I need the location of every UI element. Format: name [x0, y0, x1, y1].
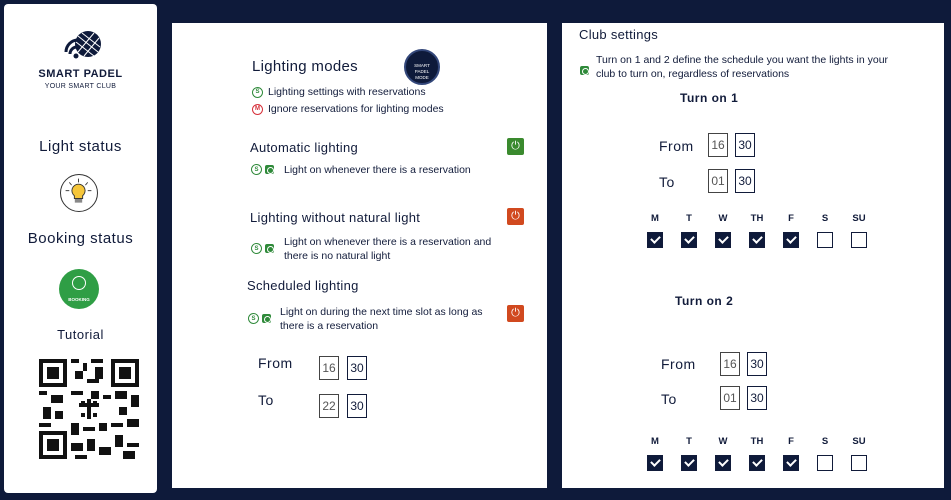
- turn2-day-checkbox-su[interactable]: [851, 455, 867, 471]
- smart-padel-mode-badge[interactable]: [404, 49, 440, 85]
- day-label: T: [686, 436, 692, 447]
- light-bulb-icon[interactable]: [60, 174, 98, 212]
- automatic-lighting-title: Automatic lighting: [250, 140, 359, 155]
- day-label: W: [718, 436, 728, 447]
- day-label: SU: [852, 213, 866, 224]
- booking-badge-label: BOOKING: [68, 297, 90, 302]
- to-label: To: [258, 392, 274, 408]
- scheduled-lighting-title: Scheduled lighting: [247, 278, 359, 293]
- turn1-to-minute-field[interactable]: 30: [735, 169, 755, 193]
- scheduled-desc-line-2: there is a reservation: [280, 320, 379, 332]
- legend-row-ignore: [252, 103, 444, 115]
- turn2-day-checkbox-f[interactable]: [783, 455, 799, 471]
- scheduled-mode-icons: [248, 313, 271, 324]
- turn2-day-checkbox-th[interactable]: [749, 455, 765, 471]
- power-square-icon: [262, 314, 271, 323]
- turn2-day-checkbox-t[interactable]: [681, 455, 697, 471]
- from-label: From: [258, 355, 293, 371]
- day-label: TH: [750, 213, 764, 224]
- turn2-to-hour-field[interactable]: 01: [720, 386, 740, 410]
- power-icon: ⏻: [511, 307, 520, 319]
- from-hour-field[interactable]: 16: [319, 356, 339, 380]
- s-mode-icon: S: [252, 87, 263, 98]
- automatic-lighting-desc: Light on whenever there is a reservation: [284, 164, 471, 176]
- club-settings-title: Club settings: [579, 27, 659, 42]
- tutorial-title: Tutorial: [57, 327, 104, 342]
- legend-row-settings: [252, 86, 426, 98]
- scheduled-lighting-power-button[interactable]: [507, 305, 524, 322]
- turn1-from-hour-field[interactable]: 16: [708, 133, 728, 157]
- turn1-day-checkbox-f[interactable]: [783, 232, 799, 248]
- day-label: SU: [852, 436, 866, 447]
- to-hour-field[interactable]: 22: [319, 394, 339, 418]
- booking-badge[interactable]: [59, 269, 99, 309]
- turn1-day-checkbox-s[interactable]: [817, 232, 833, 248]
- turn1-day-checkbox-th[interactable]: [749, 232, 765, 248]
- mode-badge-label: SMART PADEL MODE: [414, 63, 430, 80]
- turn2-from-label: From: [661, 356, 696, 372]
- day-label: F: [788, 213, 794, 224]
- day-label: M: [651, 436, 659, 447]
- power-square-icon: [580, 66, 589, 75]
- qr-code-icon[interactable]: [39, 359, 139, 459]
- sidebar: [4, 4, 157, 493]
- s-mode-icon: S: [251, 164, 262, 175]
- turn-on-2-title: Turn on 2: [675, 294, 734, 308]
- turn1-day-checkbox-w[interactable]: [715, 232, 731, 248]
- power-square-icon: [265, 165, 274, 174]
- turn1-day-checkbox-su[interactable]: [851, 232, 867, 248]
- day-label: T: [686, 213, 692, 224]
- natural-light-power-button[interactable]: [507, 208, 524, 225]
- automatic-mode-icons: [251, 164, 274, 175]
- brand-tagline: YOUR SMART CLUB: [44, 83, 117, 90]
- scheduled-desc-line-1: Light on during the next time slot as long as: [280, 306, 483, 318]
- turn2-from-hour-field[interactable]: 16: [720, 352, 740, 376]
- turn2-to-minute-field[interactable]: 30: [747, 386, 767, 410]
- s-mode-icon: S: [248, 313, 259, 324]
- turn1-day-checkboxes: [647, 232, 867, 248]
- turn1-day-labels: [645, 213, 869, 224]
- turn2-day-checkbox-w[interactable]: [715, 455, 731, 471]
- turn1-from-label: From: [659, 138, 694, 154]
- turn2-day-checkbox-s[interactable]: [817, 455, 833, 471]
- turn2-day-checkboxes: [647, 455, 867, 471]
- turn1-from-minute-field[interactable]: 30: [735, 133, 755, 157]
- legend-label: Lighting settings with reservations: [268, 86, 426, 98]
- lighting-modes-title: Lighting modes: [252, 58, 358, 75]
- turn1-to-label: To: [659, 174, 675, 190]
- m-mode-icon: M: [252, 104, 263, 115]
- day-label: W: [718, 213, 728, 224]
- automatic-lighting-power-button[interactable]: [507, 138, 524, 155]
- club-desc-line-2: club to turn on, regardless of reservations: [596, 68, 790, 80]
- legend-label: Ignore reservations for lighting modes: [268, 103, 444, 115]
- club-desc-line-1: Turn on 1 and 2 define the schedule you want the lights in your: [596, 54, 889, 66]
- brand-name: SMART PADEL: [38, 68, 123, 80]
- club-settings-desc: [596, 53, 888, 81]
- natural-light-desc-line-1: Light on whenever there is a reservation and: [284, 236, 492, 248]
- lighting-modes-panel: [172, 23, 547, 488]
- tennis-ball-icon: [72, 276, 86, 290]
- day-label: F: [788, 436, 794, 447]
- s-mode-icon: S: [251, 243, 262, 254]
- club-settings-panel: [562, 23, 944, 488]
- turn2-day-labels: [645, 436, 869, 447]
- natural-light-title: Lighting without natural light: [250, 210, 421, 225]
- turn-on-1-title: Turn on 1: [680, 91, 739, 105]
- natural-mode-icons: [251, 243, 274, 254]
- power-icon: ⏻: [511, 140, 520, 152]
- natural-light-desc-line-2: there is no natural light: [284, 250, 391, 262]
- turn1-day-checkbox-m[interactable]: [647, 232, 663, 248]
- day-label: S: [821, 213, 829, 224]
- power-square-icon: [265, 244, 274, 253]
- from-minute-field[interactable]: 30: [347, 356, 367, 380]
- turn2-day-checkbox-m[interactable]: [647, 455, 663, 471]
- day-label: S: [821, 436, 829, 447]
- booking-status-title: Booking status: [27, 230, 134, 247]
- turn1-day-checkbox-t[interactable]: [681, 232, 697, 248]
- natural-light-desc: [284, 235, 491, 263]
- to-minute-field[interactable]: 30: [347, 394, 367, 418]
- turn2-from-minute-field[interactable]: 30: [747, 352, 767, 376]
- turn1-to-hour-field[interactable]: 01: [708, 169, 728, 193]
- light-status-title: Light status: [39, 138, 122, 155]
- power-icon: ⏻: [511, 210, 520, 222]
- turn2-to-label: To: [661, 391, 677, 407]
- day-label: M: [651, 213, 659, 224]
- day-label: TH: [750, 436, 764, 447]
- scheduled-lighting-desc: [280, 305, 483, 333]
- padel-logo-icon: [64, 30, 104, 62]
